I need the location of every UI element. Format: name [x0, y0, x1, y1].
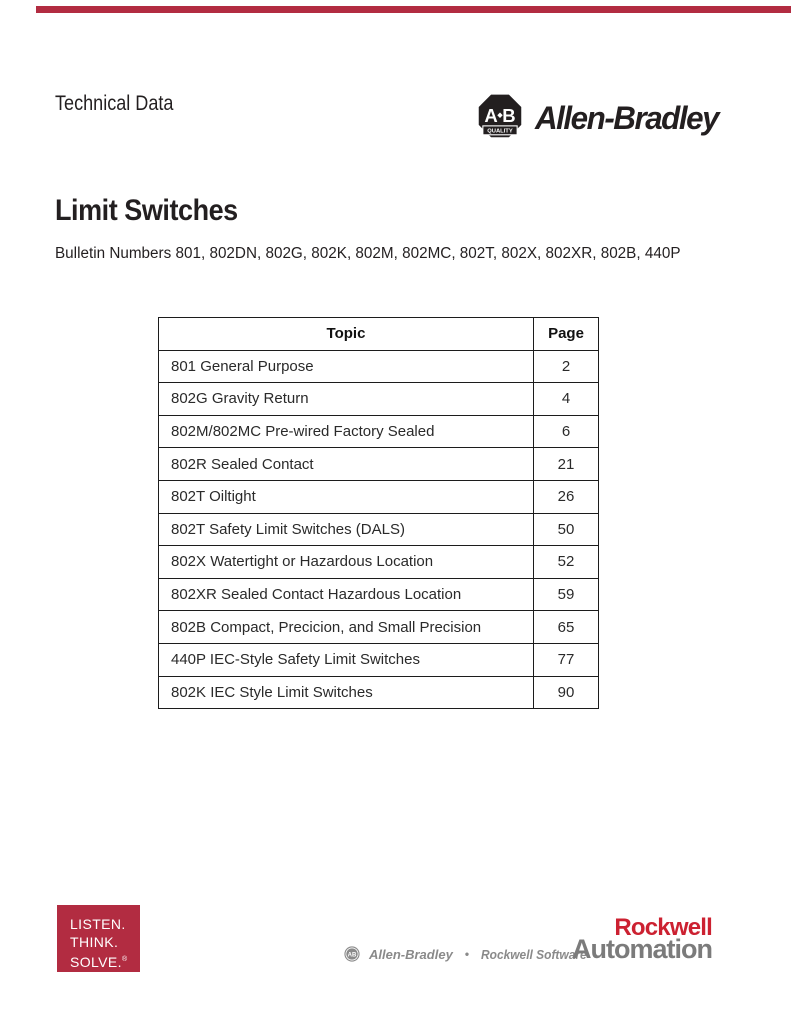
topic-cell: 802G Gravity Return	[159, 383, 534, 416]
topic-cell: 802R Sealed Contact	[159, 448, 534, 481]
page-title: Limit Switches	[55, 194, 238, 227]
footer-separator-dot: •	[464, 947, 470, 961]
page-cell: 26	[534, 480, 599, 513]
rockwell-automation-logo	[572, 914, 712, 964]
topic-cell: 801 General Purpose	[159, 350, 534, 383]
registered-mark: ®	[121, 956, 128, 963]
topic-cell: 440P IEC-Style Safety Limit Switches	[159, 643, 534, 676]
page-cell: 52	[534, 546, 599, 579]
toc-header-row	[159, 318, 599, 351]
footer-allen-bradley: Allen-Bradley	[369, 946, 453, 962]
table-row	[159, 578, 599, 611]
automation-logo-text: Automation	[572, 934, 712, 964]
topic-cell: 802B Compact, Precicion, and Small Precision	[159, 611, 534, 644]
page-cell: 6	[534, 415, 599, 448]
svg-text:A: A	[484, 105, 498, 127]
allen-bradley-wordmark: Allen-Bradley	[535, 99, 719, 136]
bulletin-numbers: Bulletin Numbers 801, 802DN, 802G, 802K, 802M, 802MC, 802T, 802X, 802XR, 802B, 440P	[55, 245, 681, 262]
top-accent-bar	[36, 6, 791, 13]
listen-think-solve-badge	[57, 905, 140, 972]
table-row	[159, 350, 599, 383]
topic-cell: 802T Oiltight	[159, 480, 534, 513]
svg-text:AB: AB	[347, 952, 357, 959]
page-cell: 4	[534, 383, 599, 416]
tagline-line: SOLVE.®	[70, 954, 128, 970]
table-row	[159, 513, 599, 546]
topic-cell: 802M/802MC Pre-wired Factory Sealed	[159, 415, 534, 448]
footer-brand-line	[344, 946, 596, 962]
header-brand	[478, 94, 722, 142]
footer-rockwell-software: Rockwell Software	[481, 946, 587, 962]
topic-cell: 802T Safety Limit Switches (DALS)	[159, 513, 534, 546]
ab-quality-badge-icon	[478, 94, 522, 142]
table-row	[159, 480, 599, 513]
toc-col-page: Page	[534, 318, 599, 351]
page-cell: 59	[534, 578, 599, 611]
page-cell: 2	[534, 350, 599, 383]
page-cell: 65	[534, 611, 599, 644]
table-row	[159, 448, 599, 481]
doc-type-label: Technical Data	[55, 92, 174, 115]
svg-text:QUALITY: QUALITY	[487, 128, 513, 135]
page-cell: 50	[534, 513, 599, 546]
rockwell-logo-text: Rockwell	[614, 914, 712, 941]
tagline-line: LISTEN.	[70, 916, 126, 932]
tagline-line: THINK.	[70, 934, 119, 950]
table-row	[159, 643, 599, 676]
table-row	[159, 383, 599, 416]
table-row	[159, 546, 599, 579]
page-cell: 77	[534, 643, 599, 676]
topic-cell: 802XR Sealed Contact Hazardous Location	[159, 578, 534, 611]
table-row	[159, 676, 599, 709]
toc-col-topic: Topic	[159, 318, 534, 351]
page-cell: 90	[534, 676, 599, 709]
topic-cell: 802X Watertight or Hazardous Location	[159, 546, 534, 579]
svg-text:B: B	[502, 105, 516, 127]
page-cell: 21	[534, 448, 599, 481]
table-row	[159, 611, 599, 644]
table-row	[159, 415, 599, 448]
topic-cell: 802K IEC Style Limit Switches	[159, 676, 534, 709]
toc-table	[158, 317, 599, 709]
ab-badge-small-icon	[344, 946, 360, 962]
